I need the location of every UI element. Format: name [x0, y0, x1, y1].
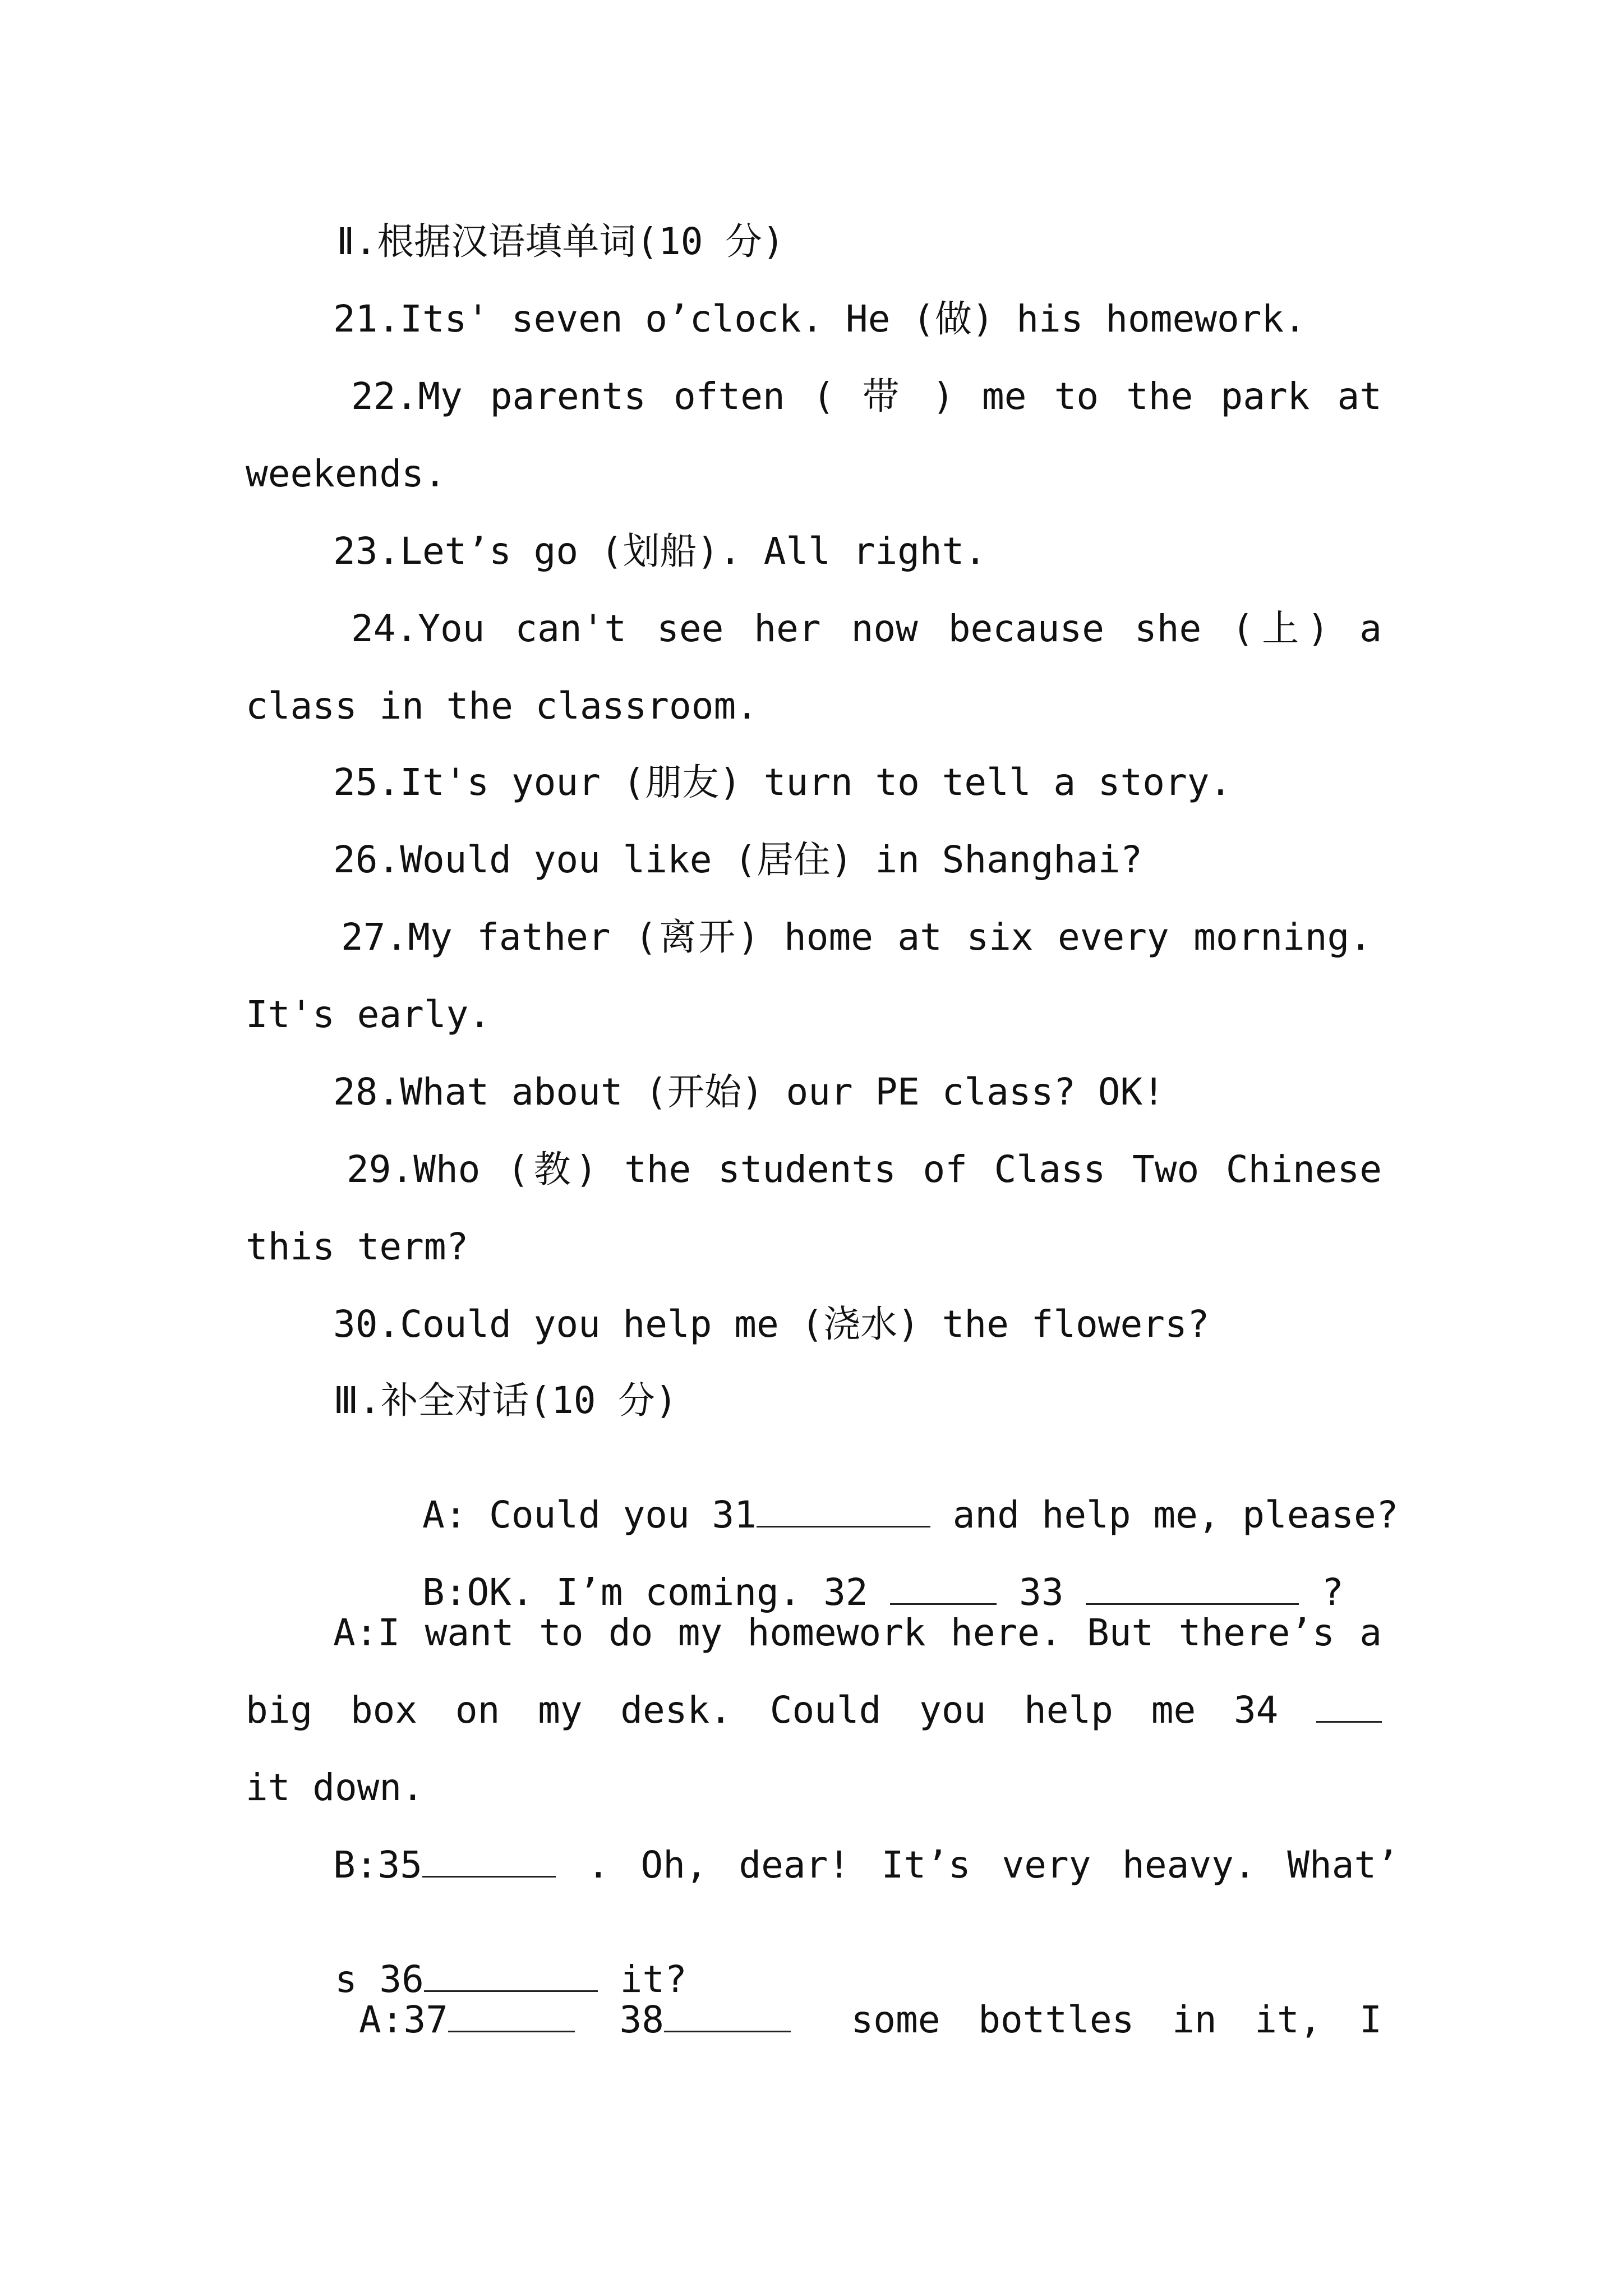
question-30: 30.Could you help me (浇水) the flowers?: [333, 1303, 1210, 1346]
dialogue-line-2-text-c: ?: [1299, 1571, 1344, 1614]
question-22-line-1: 22.My parents often ( 带 ) me to the park at: [351, 375, 1382, 418]
dialogue-line-3: A:I want to do my homework here. But there’s a: [333, 1611, 1382, 1654]
section-heading-2: Ⅱ.根据汉语填单词(10 分): [336, 220, 785, 263]
question-29-line-2: this term?: [246, 1225, 469, 1268]
question-27-line-1: 27.My father (离开) home at six every morning.: [341, 915, 1372, 959]
dialogue-line-4: [246, 1688, 1382, 1732]
dialogue-line-7-text-a: s 36: [334, 1958, 424, 2001]
dialogue-line-1-text-a: A: Could you 31: [422, 1493, 757, 1536]
dialogue-line-6-text-b: . Oh, dear! It’s very heavy. What’: [556, 1843, 1399, 1887]
dialogue-line-8-text-a: A:37: [359, 1998, 448, 2041]
dialogue-line-2-text-b: 33: [997, 1571, 1086, 1614]
blank-33[interactable]: [1086, 1574, 1299, 1605]
blank-38[interactable]: [664, 2001, 791, 2032]
dialogue-line-4-text-a: big box on my desk. Could you help me 34: [246, 1688, 1317, 1732]
question-26: 26.Would you like (居住) in Shanghai?: [333, 838, 1143, 881]
question-24-line-2: class in the classroom.: [246, 684, 758, 728]
blank-32[interactable]: [890, 1574, 997, 1605]
blank-31[interactable]: [757, 1497, 930, 1527]
question-24-line-1: 24.You can't see her now because she (上) a: [351, 607, 1382, 650]
blank-35[interactable]: [422, 1847, 556, 1878]
dialogue-line-1-text-b: and help me, please?: [930, 1493, 1399, 1536]
blank-37[interactable]: [448, 2001, 575, 2032]
dialogue-line-7-text-b: it?: [597, 1958, 687, 2001]
question-21: 21.Its' seven o’clock. He (做) his homework.: [333, 297, 1306, 341]
dialogue-line-8-text-b: 38: [597, 1998, 664, 2041]
dialogue-line-6: [333, 1843, 1399, 1887]
dialogue-line-5: it down.: [246, 1766, 424, 1809]
question-29-line-1: 29.Who (教) the students of Class Two Chinese: [347, 1148, 1382, 1191]
dialogue-line-8-text-c: some bottles in it, I: [813, 1998, 1382, 2041]
dialogue-line-6-text-a: B:35: [333, 1843, 422, 1887]
blank-36[interactable]: [424, 1961, 598, 1992]
question-25: 25.It's your (朋友) turn to tell a story.: [333, 761, 1232, 804]
question-28: 28.What about (开始) our PE class? OK!: [333, 1070, 1165, 1114]
blank-34[interactable]: [1316, 1692, 1382, 1723]
question-22-line-2: weekends.: [246, 452, 446, 495]
dialogue-line-8: [359, 1998, 1382, 2041]
question-23: 23.Let’s go (划船). All right.: [333, 530, 987, 573]
dialogue-line-2-text-a: B:OK. I’m coming. 32: [422, 1571, 891, 1614]
question-27-line-2: It's early.: [246, 993, 491, 1036]
section-heading-3: Ⅲ.补全对话(10 分): [333, 1379, 677, 1422]
